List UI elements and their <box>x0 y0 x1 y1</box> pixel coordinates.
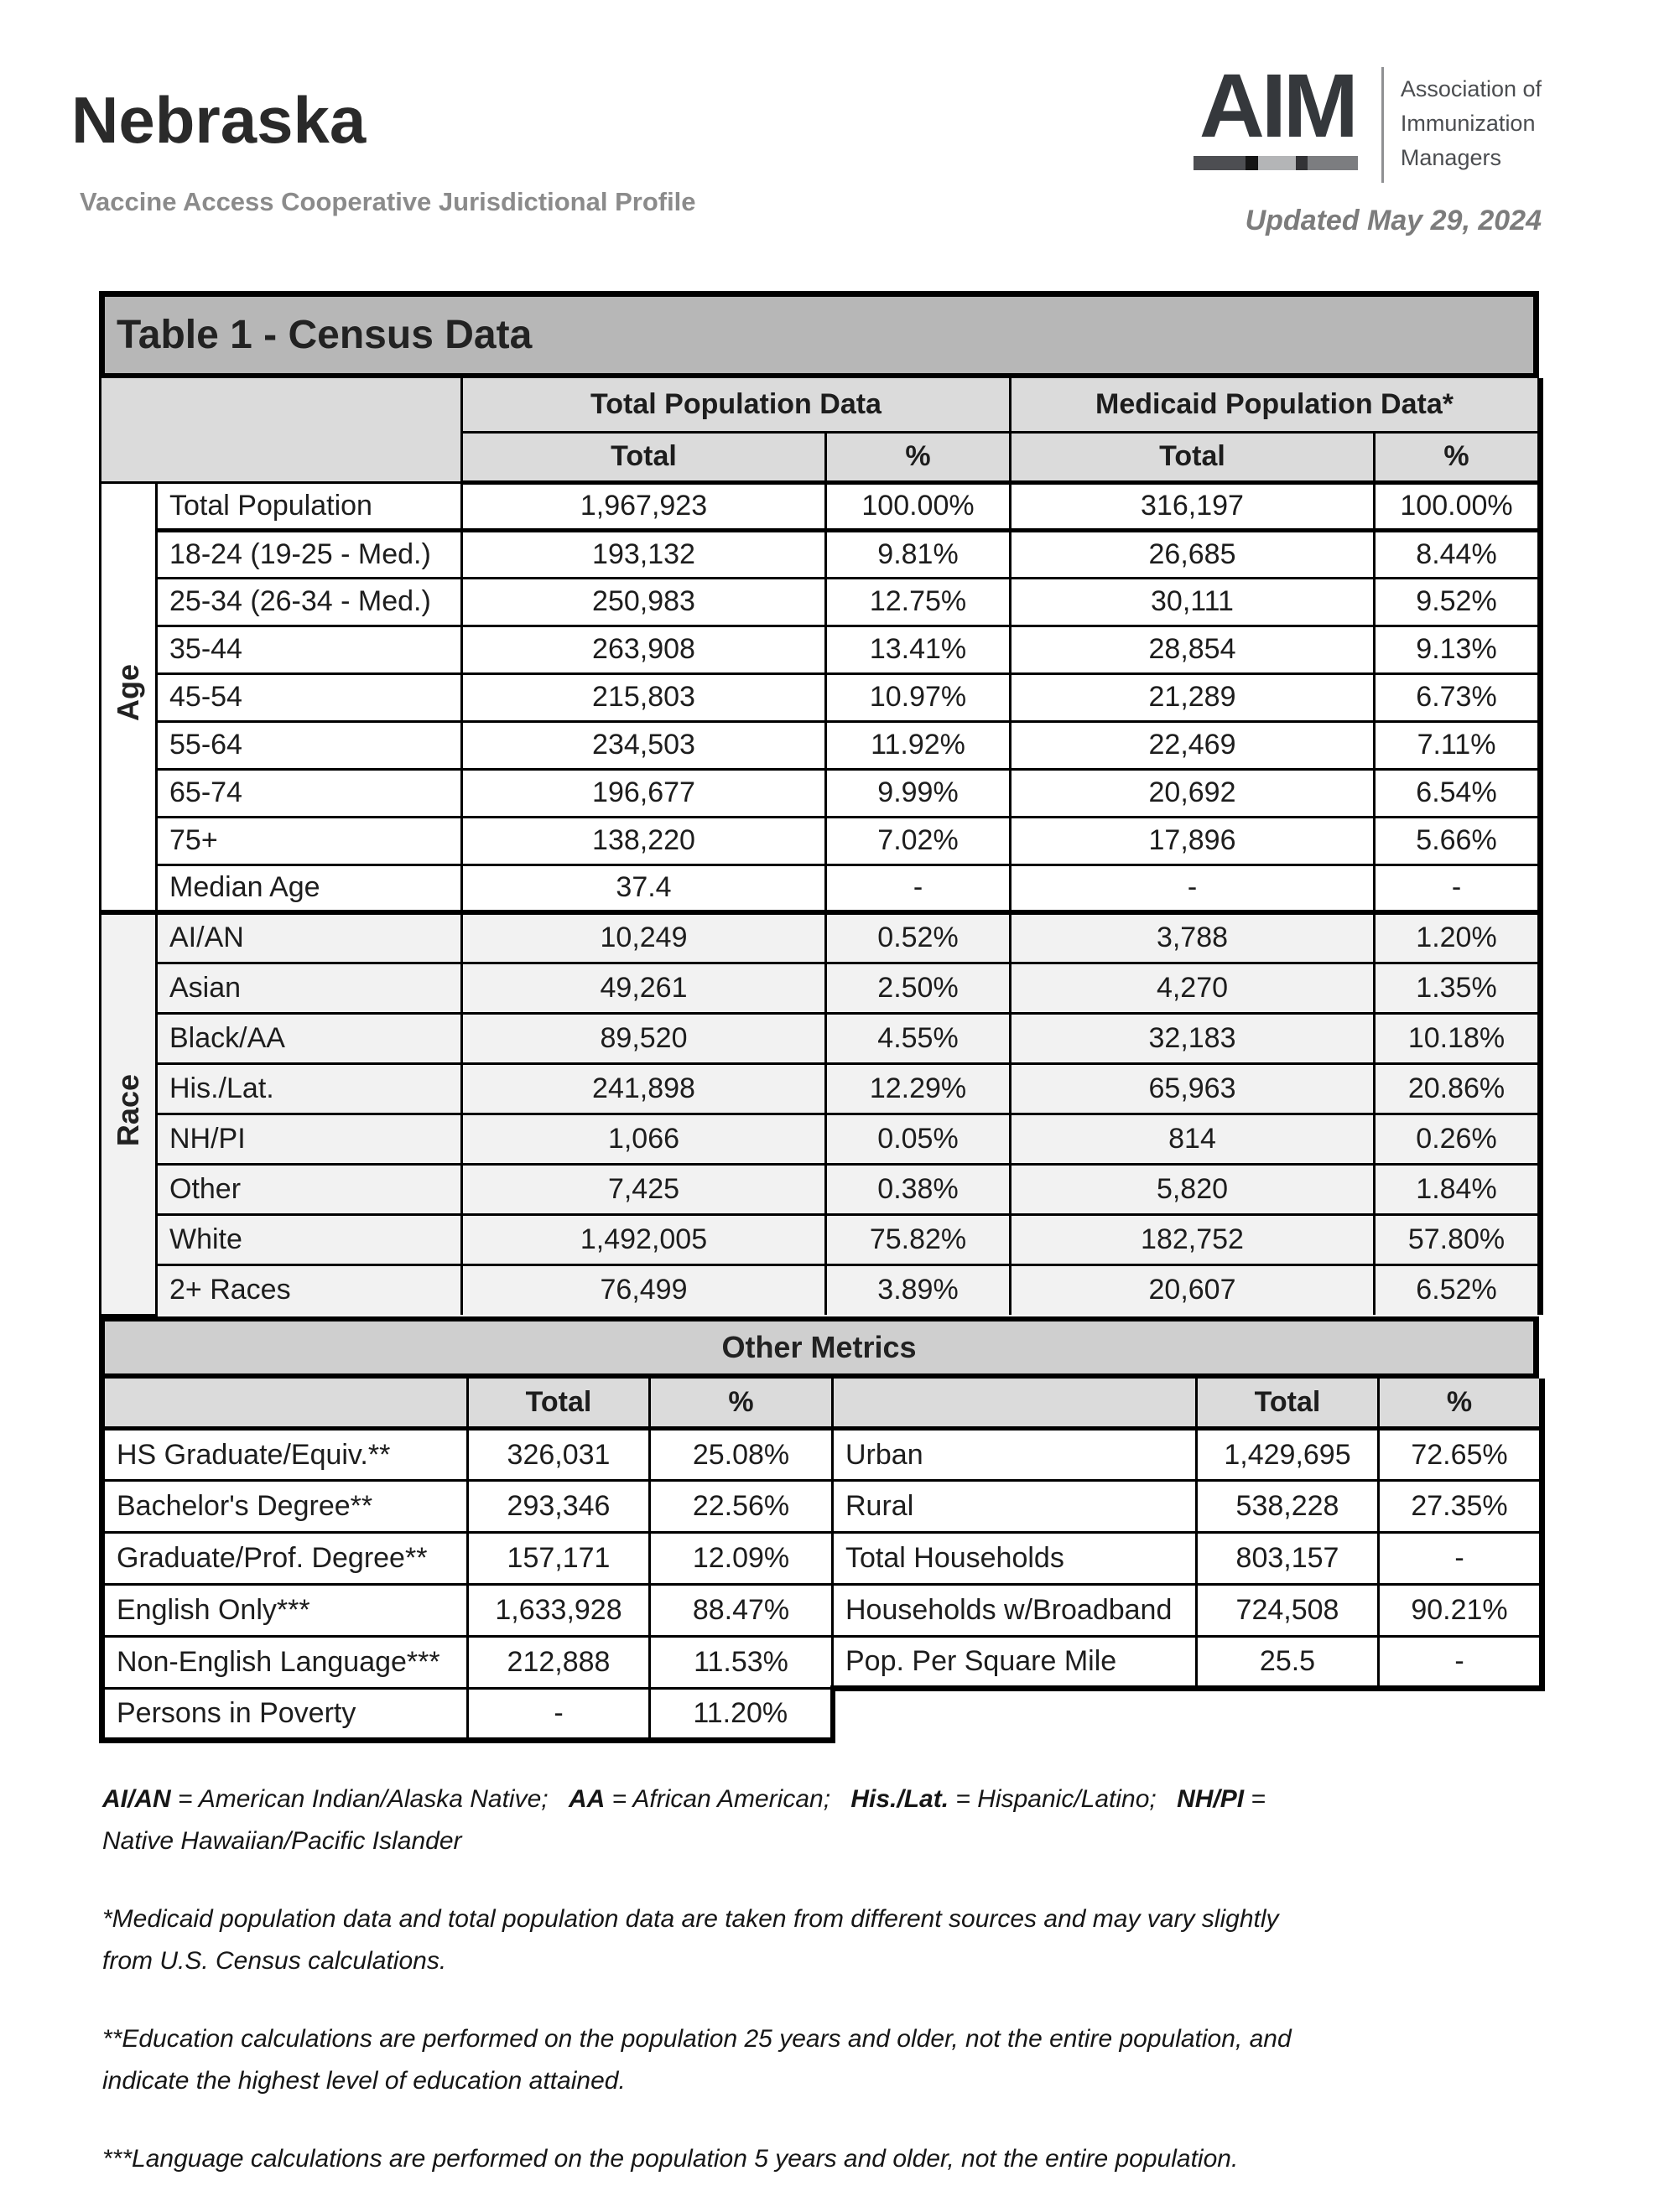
row-label: Graduate/Prof. Degree** <box>102 1533 468 1585</box>
value-cell: 316,197 <box>1011 482 1375 530</box>
value-cell: 8.44% <box>1375 530 1541 578</box>
value-cell: 22,469 <box>1011 721 1375 769</box>
aim-logo-text: AIM <box>1199 55 1355 156</box>
value-cell: 6.54% <box>1375 769 1541 817</box>
age-section-label: Age <box>101 482 157 912</box>
table-row <box>102 1585 1542 1637</box>
row-label: 45-54 <box>157 673 462 721</box>
row-label: Asian <box>157 963 462 1013</box>
col-header-total: Total <box>462 432 826 482</box>
value-cell: 1,492,005 <box>462 1214 826 1264</box>
value-cell: 2.50% <box>826 963 1011 1013</box>
row-label: 75+ <box>157 817 462 865</box>
title-block <box>71 65 696 217</box>
aim-logo-bar <box>1194 156 1358 170</box>
row-label: Persons in Poverty <box>102 1689 468 1741</box>
value-cell: 157,171 <box>468 1533 650 1585</box>
row-label: Bachelor's Degree** <box>102 1481 468 1533</box>
value-cell: 27.35% <box>1379 1481 1542 1533</box>
census-section <box>99 291 1539 1743</box>
page-title: Nebraska <box>71 83 367 157</box>
value-cell: 90.21% <box>1379 1585 1542 1637</box>
value-cell: - <box>1379 1533 1542 1585</box>
empty-header-cell <box>102 1379 468 1429</box>
value-cell: - <box>1379 1637 1542 1689</box>
group-header-medicaid-population: Medicaid Population Data* <box>1011 378 1541 432</box>
value-cell: 6.52% <box>1375 1264 1541 1315</box>
value-cell: - <box>468 1689 650 1741</box>
value-cell: 37.4 <box>462 865 826 912</box>
other-metrics-banner: Other Metrics <box>99 1316 1539 1379</box>
value-cell: 1,429,695 <box>1197 1429 1379 1481</box>
footnote-education: **Education calculations are performed on the population 25 years and older, not the entire population, and indicate the highest level of education attained. <box>102 2025 1292 2095</box>
value-cell: 32,183 <box>1011 1013 1375 1063</box>
row-label: HS Graduate/Equiv.** <box>102 1429 468 1481</box>
table-row <box>101 1264 1541 1315</box>
value-cell: 10.97% <box>826 673 1011 721</box>
table-row <box>101 673 1541 721</box>
value-cell: 138,220 <box>462 817 826 865</box>
value-cell: 12.09% <box>650 1533 833 1585</box>
col-header-pct: % <box>826 432 1011 482</box>
aim-bar-segment <box>1194 156 1246 170</box>
row-label: Median Age <box>157 865 462 912</box>
value-cell: 49,261 <box>462 963 826 1013</box>
value-cell: 10,249 <box>462 912 826 963</box>
value-cell: 5.66% <box>1375 817 1541 865</box>
value-cell: 234,503 <box>462 721 826 769</box>
value-cell: 11.20% <box>650 1689 833 1741</box>
value-cell: 20,692 <box>1011 769 1375 817</box>
census-table <box>99 378 1543 1316</box>
value-cell: 724,508 <box>1197 1585 1379 1637</box>
table-title: Table 1 - Census Data <box>99 291 1539 378</box>
row-label: Total Households <box>833 1533 1197 1585</box>
value-cell: 1.20% <box>1375 912 1541 963</box>
value-cell: 11.92% <box>826 721 1011 769</box>
value-cell: 76,499 <box>462 1264 826 1315</box>
value-cell: 65,963 <box>1011 1063 1375 1114</box>
table-row <box>102 1533 1542 1585</box>
value-cell: 3,788 <box>1011 912 1375 963</box>
table-row <box>101 530 1541 578</box>
row-label: AI/AN <box>157 912 462 963</box>
value-cell: 4,270 <box>1011 963 1375 1013</box>
value-cell: 182,752 <box>1011 1214 1375 1264</box>
value-cell: 25.5 <box>1197 1637 1379 1689</box>
row-label: Households w/Broadband <box>833 1585 1197 1637</box>
value-cell: 20.86% <box>1375 1063 1541 1114</box>
value-cell: 17,896 <box>1011 817 1375 865</box>
row-label: Pop. Per Square Mile <box>833 1637 1197 1689</box>
value-cell: 28,854 <box>1011 626 1375 673</box>
value-cell: 0.38% <box>826 1164 1011 1214</box>
value-cell: 0.26% <box>1375 1114 1541 1164</box>
table-row <box>101 721 1541 769</box>
value-cell: 30,111 <box>1011 578 1375 626</box>
row-label: 25-34 (26-34 - Med.) <box>157 578 462 626</box>
value-cell: - <box>1375 865 1541 912</box>
table-row <box>102 1429 1542 1481</box>
value-cell: 7,425 <box>462 1164 826 1214</box>
row-label: 35-44 <box>157 626 462 673</box>
row-label: 2+ Races <box>157 1264 462 1315</box>
value-cell: 1.84% <box>1375 1164 1541 1214</box>
col-header-total: Total <box>1011 432 1375 482</box>
row-label: 65-74 <box>157 769 462 817</box>
column-header-row <box>102 1379 1542 1429</box>
table-row <box>101 769 1541 817</box>
table-row <box>102 1637 1542 1689</box>
logo-block <box>1194 55 1542 237</box>
footnote-language: ***Language calculations are performed on the population 5 years and older, not the entire population. <box>102 2145 1239 2173</box>
aim-bar-segment <box>1308 156 1358 170</box>
value-cell: 20,607 <box>1011 1264 1375 1315</box>
aim-org-name: Association of Immunization Managers <box>1400 76 1542 170</box>
col-header-pct: % <box>1375 432 1541 482</box>
value-cell: 72.65% <box>1379 1429 1542 1481</box>
value-cell: 250,983 <box>462 578 826 626</box>
value-cell: 814 <box>1011 1114 1375 1164</box>
value-cell: 9.99% <box>826 769 1011 817</box>
value-cell: 4.55% <box>826 1013 1011 1063</box>
value-cell: 215,803 <box>462 673 826 721</box>
row-label: Non-English Language*** <box>102 1637 468 1689</box>
table-row <box>101 817 1541 865</box>
table-row <box>101 1214 1541 1264</box>
value-cell: 1,967,923 <box>462 482 826 530</box>
row-label: White <box>157 1214 462 1264</box>
row-label: English Only*** <box>102 1585 468 1637</box>
value-cell: 538,228 <box>1197 1481 1379 1533</box>
value-cell: 22.56% <box>650 1481 833 1533</box>
value-cell: 100.00% <box>1375 482 1541 530</box>
aim-bar-segment <box>1246 156 1258 170</box>
aim-bar-segment <box>1296 156 1308 170</box>
table-row <box>101 963 1541 1013</box>
value-cell: 9.52% <box>1375 578 1541 626</box>
value-cell: 263,908 <box>462 626 826 673</box>
row-label: 18-24 (19-25 - Med.) <box>157 530 462 578</box>
value-cell: 0.05% <box>826 1114 1011 1164</box>
corner-cell <box>101 378 462 482</box>
value-cell: 89,520 <box>462 1013 826 1063</box>
row-label: Rural <box>833 1481 1197 1533</box>
col-header-pct: % <box>650 1379 833 1429</box>
table-row <box>101 578 1541 626</box>
value-cell: 75.82% <box>826 1214 1011 1264</box>
group-header-total-population: Total Population Data <box>462 378 1011 432</box>
value-cell: - <box>1011 865 1375 912</box>
group-header-row <box>101 378 1541 432</box>
table-row <box>101 1063 1541 1114</box>
aim-logo <box>1194 55 1542 183</box>
value-cell: 9.81% <box>826 530 1011 578</box>
empty-area <box>833 1689 1542 1741</box>
footnote-medicaid: *Medicaid population data and total population data are taken from different sources and may vary slightly from U.S. Census calculations. <box>102 1905 1279 1975</box>
aim-bar-segment <box>1258 156 1296 170</box>
page-header <box>71 55 1542 237</box>
value-cell: 7.02% <box>826 817 1011 865</box>
row-label: 55-64 <box>157 721 462 769</box>
footnote-abbreviations: AI/AN = American Indian/Alaska Native; AA = African American; His./Lat. = Hispanic/Latino; NH/PI = Native Hawaiian/Pacific Islander <box>102 1785 1266 1855</box>
value-cell: 26,685 <box>1011 530 1375 578</box>
value-cell: 212,888 <box>468 1637 650 1689</box>
table-row <box>102 1689 1542 1741</box>
page-subtitle: Vaccine Access Cooperative Jurisdictional Profile <box>80 187 696 216</box>
table-row <box>101 912 1541 963</box>
table-row <box>101 1114 1541 1164</box>
aim-logo-divider <box>1381 67 1384 183</box>
row-label: His./Lat. <box>157 1063 462 1114</box>
empty-header-cell <box>833 1379 1197 1429</box>
value-cell: 25.08% <box>650 1429 833 1481</box>
value-cell: 5,820 <box>1011 1164 1375 1214</box>
row-label: NH/PI <box>157 1114 462 1164</box>
table-row <box>101 865 1541 912</box>
col-header-pct: % <box>1379 1379 1542 1429</box>
value-cell: 7.11% <box>1375 721 1541 769</box>
value-cell: 3.89% <box>826 1264 1011 1315</box>
col-header-total: Total <box>468 1379 650 1429</box>
table-row <box>101 482 1541 530</box>
table-row <box>101 1013 1541 1063</box>
value-cell: 6.73% <box>1375 673 1541 721</box>
value-cell: 88.47% <box>650 1585 833 1637</box>
value-cell: 293,346 <box>468 1481 650 1533</box>
value-cell: 100.00% <box>826 482 1011 530</box>
row-label: Other <box>157 1164 462 1214</box>
updated-date: Updated May 29, 2024 <box>1245 205 1542 236</box>
value-cell: 1,066 <box>462 1114 826 1164</box>
value-cell: 11.53% <box>650 1637 833 1689</box>
value-cell: 326,031 <box>468 1429 650 1481</box>
value-cell: 21,289 <box>1011 673 1375 721</box>
row-label: Total Population <box>157 482 462 530</box>
value-cell: 0.52% <box>826 912 1011 963</box>
race-section-label: Race <box>101 912 157 1315</box>
value-cell: 1.35% <box>1375 963 1541 1013</box>
value-cell: - <box>826 865 1011 912</box>
value-cell: 9.13% <box>1375 626 1541 673</box>
value-cell: 1,633,928 <box>468 1585 650 1637</box>
value-cell: 241,898 <box>462 1063 826 1114</box>
row-label: Urban <box>833 1429 1197 1481</box>
table-row <box>101 626 1541 673</box>
value-cell: 196,677 <box>462 769 826 817</box>
value-cell: 10.18% <box>1375 1013 1541 1063</box>
footnotes <box>102 1778 1335 2180</box>
table-row <box>101 1164 1541 1214</box>
other-metrics-table <box>99 1379 1545 1744</box>
value-cell: 13.41% <box>826 626 1011 673</box>
value-cell: 12.75% <box>826 578 1011 626</box>
value-cell: 57.80% <box>1375 1214 1541 1264</box>
col-header-total: Total <box>1197 1379 1379 1429</box>
value-cell: 803,157 <box>1197 1533 1379 1585</box>
value-cell: 193,132 <box>462 530 826 578</box>
row-label: Black/AA <box>157 1013 462 1063</box>
table-row <box>102 1481 1542 1533</box>
value-cell: 12.29% <box>826 1063 1011 1114</box>
